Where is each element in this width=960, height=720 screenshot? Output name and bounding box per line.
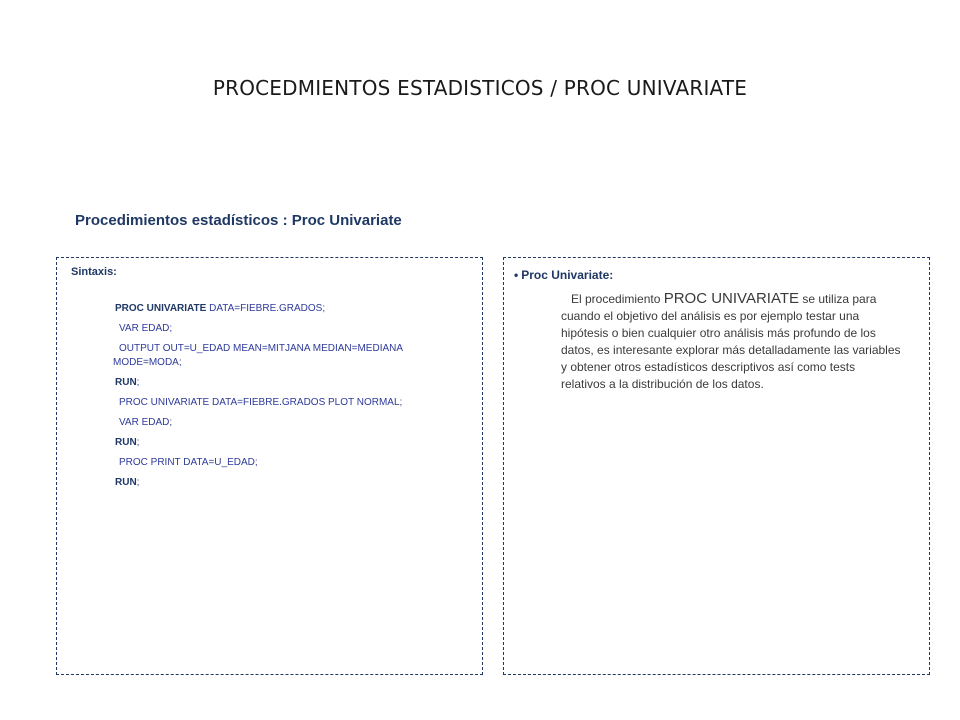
code-line: PROC UNIVARIATE DATA=FIEBRE.GRADOS PLOT NORMAL;: [119, 397, 403, 408]
code-line: RUN;: [115, 377, 140, 388]
code-line: VAR EDAD;: [119, 417, 173, 428]
syntax-label: Sintaxis:: [71, 266, 117, 278]
code-line: VAR EDAD;: [119, 323, 173, 334]
code-line: RUN;: [115, 477, 140, 488]
slide-title: PROCEDMIENTOS ESTADISTICOS / PROC UNIVARIATE: [212, 76, 748, 100]
section-subtitle: Procedimientos estadísticos : Proc Univariate: [75, 212, 402, 229]
syntax-panel: [56, 257, 483, 675]
code-line: PROC UNIVARIATE DATA=FIEBRE.GRADOS;: [115, 303, 326, 314]
code-block: [115, 302, 455, 496]
description-text: El procedimiento PROC UNIVARIATE se utiliza para cuando el objetivo del análisis es por ejemplo testar una hipótesis o bien cualquier otro análisis más profundo de los datos, es interesante explorar más detalladamente las variables y obtener otros estadísticos descriptivos así como tests relativos a la distribución de los datos.: [561, 290, 901, 391]
bullet-dot-icon: •: [514, 268, 519, 282]
code-line: OUTPUT OUT=U_EDAD MEAN=MITJANA MEDIAN=MEDIANA MODE=MODA;: [113, 343, 404, 368]
code-line: PROC PRINT DATA=U_EDAD;: [119, 457, 258, 468]
code-line: RUN;: [115, 437, 140, 448]
description-panel: [503, 257, 930, 675]
bullet-heading: • Proc Univariate:: [514, 268, 614, 282]
